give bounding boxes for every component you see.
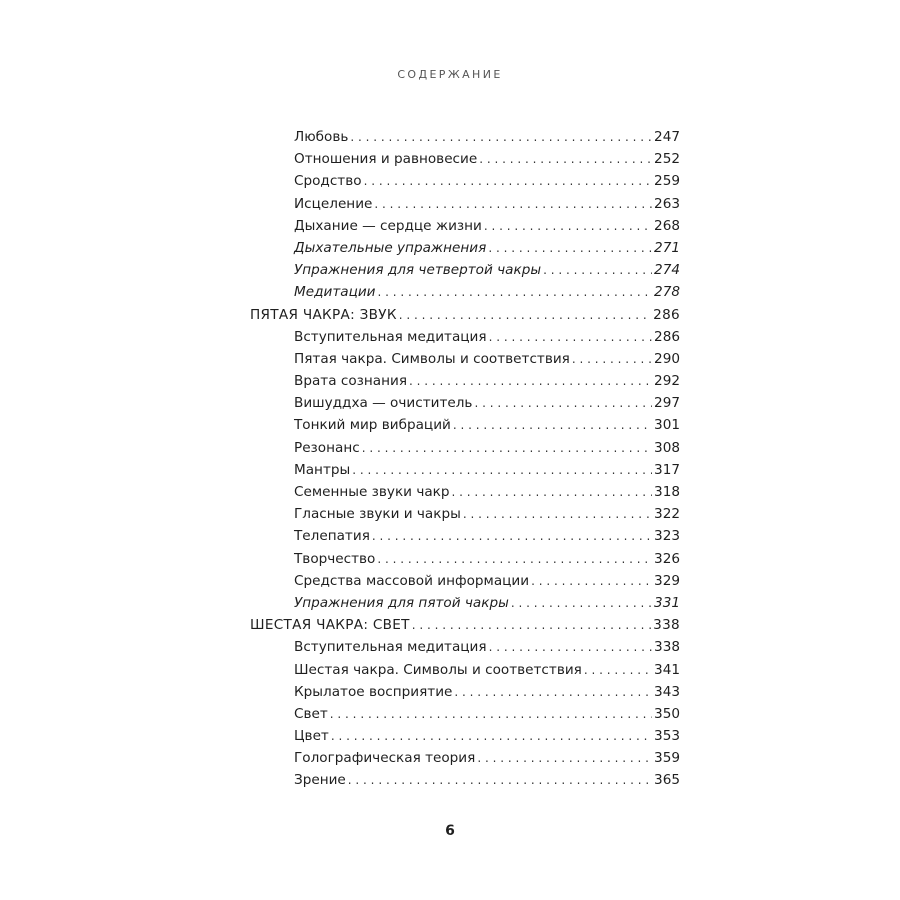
toc-entry [250, 636, 680, 658]
toc-entry-page: 317 [654, 461, 680, 478]
toc-entry-page: 359 [654, 750, 680, 767]
toc-chapter-entry [250, 304, 680, 326]
toc-entry [250, 548, 680, 570]
dot-leader [372, 525, 652, 547]
toc-entry-title: Дыхательные упражнения [294, 239, 487, 256]
toc-entry-title: Свет [294, 705, 328, 722]
dot-leader [350, 126, 652, 148]
toc-chapter-entry [250, 614, 680, 636]
toc-entry [250, 148, 680, 170]
toc-entry-title: Семенные звуки чакр [294, 484, 450, 500]
dot-leader [412, 614, 651, 636]
dot-leader [453, 414, 652, 436]
toc-entry-page: 290 [654, 350, 680, 367]
toc-entry-title: Тонкий мир вибраций [294, 417, 451, 434]
toc-entry-title: Голографическая теория [294, 750, 476, 767]
dot-leader [362, 437, 652, 459]
toc-entry [250, 237, 680, 259]
toc-entry-page: 259 [654, 173, 680, 190]
dot-leader [374, 193, 652, 215]
toc-entry-page: 331 [654, 594, 680, 611]
toc-entry [250, 525, 680, 547]
dot-leader [377, 548, 652, 570]
toc-entry-page: 350 [654, 705, 680, 722]
toc-entry [250, 459, 680, 481]
toc-entry-page: 338 [654, 639, 680, 656]
toc-entry-title: Резонанс [294, 439, 360, 456]
dot-leader [452, 481, 653, 503]
toc-entry-title: Средства массовой информации [294, 572, 530, 589]
dot-leader [484, 215, 652, 237]
dot-leader [364, 170, 652, 192]
toc-entry-page: 252 [654, 151, 680, 168]
toc-entry-title: Любовь [294, 129, 349, 145]
toc-entry [250, 170, 680, 192]
toc-entry-page: 308 [654, 439, 680, 456]
toc-entry-page: 247 [654, 129, 680, 145]
toc-entry [250, 326, 680, 348]
toc-entry [250, 281, 680, 303]
dot-leader [331, 725, 652, 747]
toc-entry-title: Творчество [294, 550, 376, 567]
toc-entry [250, 414, 680, 436]
toc-entry-page: 286 [654, 328, 680, 345]
dot-leader [474, 392, 652, 414]
toc-entry [250, 703, 680, 725]
page-header: СОДЕРЖАНИЕ [397, 68, 503, 81]
dot-leader [531, 570, 652, 592]
toc-entry-title: Цвет [294, 728, 329, 745]
toc-entry-title: Упражнения для четвертой чакры [294, 262, 542, 279]
toc-entry-page: 268 [654, 217, 680, 234]
toc-entry-title: Исцеление [294, 195, 373, 212]
toc-entry [250, 259, 680, 281]
toc-entry-title: ПЯТАЯ ЧАКРА: ЗВУК [250, 306, 397, 323]
toc-entry-title: Телепатия [294, 528, 370, 545]
toc-entry-title: Зрение [294, 772, 346, 789]
toc-entry [250, 126, 680, 148]
dot-leader [463, 503, 652, 525]
toc-entry [250, 437, 680, 459]
toc-entry [250, 193, 680, 215]
page-number: 6 [445, 823, 455, 839]
toc-entry-page: 274 [654, 262, 680, 279]
dot-leader [399, 304, 651, 326]
toc-entry-page: 271 [654, 239, 680, 256]
toc-entry [250, 503, 680, 525]
toc-entry-page: 318 [654, 484, 680, 500]
toc-entry-page: 338 [653, 617, 680, 634]
dot-leader [409, 370, 652, 392]
toc-entry-title: Шестая чакра. Символы и соответствия [294, 661, 582, 678]
toc-entry-title: Крылатое восприятие [294, 683, 453, 700]
toc-entry-page: 278 [654, 284, 680, 301]
toc-entry-title: Пятая чакра. Символы и соответствия [294, 350, 570, 367]
toc-entry-page: 263 [654, 195, 680, 212]
dot-leader [479, 148, 652, 170]
toc-entry-title: ШЕСТАЯ ЧАКРА: СВЕТ [250, 617, 410, 634]
dot-leader [454, 681, 652, 703]
toc-entry-title: Отношения и равновесие [294, 151, 478, 168]
toc-entry-title: Медитации [294, 284, 376, 301]
toc-entry [250, 570, 680, 592]
toc-entry [250, 392, 680, 414]
toc-entry-page: 322 [654, 506, 680, 523]
dot-leader [352, 459, 652, 481]
toc-entry-page: 343 [654, 683, 680, 700]
dot-leader [330, 703, 652, 725]
toc-entry-page: 353 [654, 728, 680, 745]
toc-entry [250, 747, 680, 769]
table-of-contents [250, 126, 680, 792]
toc-entry-title: Вступительная медитация [294, 639, 487, 656]
dot-leader [543, 259, 652, 281]
toc-entry [250, 725, 680, 747]
toc-entry-title: Сродство [294, 173, 362, 190]
toc-entry-title: Гласные звуки и чакры [294, 506, 461, 523]
toc-entry-title: Вступительная медитация [294, 328, 487, 345]
toc-entry-page: 329 [654, 572, 680, 589]
toc-entry [250, 215, 680, 237]
toc-entry [250, 348, 680, 370]
toc-entry-page: 297 [654, 395, 680, 412]
dot-leader [572, 348, 652, 370]
toc-entry-title: Вишуддха — очиститель [294, 395, 473, 412]
toc-entry-page: 326 [654, 550, 680, 567]
toc-entry-page: 323 [654, 528, 680, 545]
dot-leader [378, 281, 653, 303]
toc-entry [250, 659, 680, 681]
toc-entry [250, 481, 680, 503]
toc-entry-page: 292 [654, 373, 680, 390]
toc-entry-title: Дыхание — сердце жизни [294, 217, 482, 234]
toc-entry-page: 341 [654, 661, 680, 678]
toc-entry [250, 681, 680, 703]
dot-leader [489, 636, 652, 658]
toc-entry [250, 769, 680, 791]
dot-leader [477, 747, 652, 769]
toc-entry-title: Упражнения для пятой чакры [294, 594, 509, 611]
toc-entry [250, 370, 680, 392]
dot-leader [488, 237, 652, 259]
toc-entry-page: 286 [653, 306, 680, 323]
dot-leader [511, 592, 652, 614]
toc-entry [250, 592, 680, 614]
dot-leader [348, 769, 652, 791]
dot-leader [584, 659, 652, 681]
toc-entry-title: Врата сознания [294, 373, 407, 390]
toc-entry-page: 301 [654, 417, 680, 434]
dot-leader [489, 326, 652, 348]
toc-entry-page: 365 [654, 772, 680, 789]
toc-entry-title: Мантры [294, 461, 351, 478]
